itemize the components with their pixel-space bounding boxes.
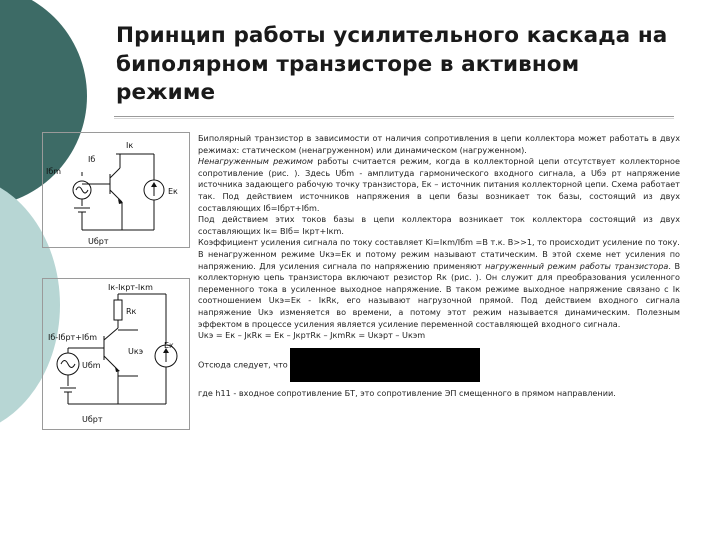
term-unloaded-mode: Ненагруженным режимом (198, 156, 313, 167)
paragraph-current-gain: Коэффициент усиления сигнала по току составляет Ki=Iкm/Iбm =B т.к. B>>1, то происходит усиление по току. (198, 237, 680, 248)
label-uke: Uкэ (128, 347, 144, 356)
conclusion-lead: Отсюда следует, что (198, 359, 288, 370)
paragraph-intro: Биполярный транзистор в зависимости от наличия сопротивления в цепи коллектора может работать в двух режимах: статическом (ненагруженном) или динамическом (нагруженном). (198, 133, 680, 155)
label-ubrt: Uбрт (88, 237, 109, 246)
loaded-mode-description: . В коллекторную цепь транзистора включают резистор Rк (рис. ). Он служит для преобразования усиленного переменного тока в усиленное выходное напряжение. В таком режиме выходное напряжение связано с Iк соотношением Uкэ=Eк - IкRк, его называют нагрузочной прямой. Под действием входного сигнала напряжение Uкэ изменяется во времени, а потому этот режим называется динамическим. Полезным эффектом в процессе усиления является усиление переменной составляющей входного сигнала. (198, 260, 681, 329)
label-ek-2: Eк (164, 341, 174, 350)
paragraph-collector-current: Под действием этих токов базы в цепи коллектора возникает ток коллектора состоящий из двух составляющих Iк= BIб= Iкрт+Iкm. (198, 214, 680, 236)
label-ek: Eк (168, 187, 178, 196)
term-loaded-mode: нагруженный режим работы транзистора (485, 260, 669, 271)
body-text (198, 133, 680, 399)
label-ubm: Uбm (82, 361, 101, 370)
unloaded-mode-description: работы считается режим, когда в коллекторной цепи отсутствует коллекторное сопротивление (рис. ). Здесь Uбm - амплитуда гармонического входного сигнала, а Uбэ рт напряжение источника задающего рабочую точку транзистора, Ек – источник питания коллекторной цепи. Схема работает так. Под действием источников напряжения в цепи базы возникает ток базы, состоящий из двух составляющих Iб=Iбрт+Iбm. (198, 156, 680, 213)
label-ibm: Iбm (46, 167, 62, 176)
paragraph-conclusion (198, 348, 680, 382)
slide-title: Принцип работы усилительного каскада на биполярном транзисторе в активном режиме (116, 23, 668, 105)
label-rk: Rк (126, 307, 137, 316)
label-ib-sum: Iб-Iбрт+Iбm (48, 333, 97, 342)
formula-image (290, 348, 480, 382)
title-divider-shadow (114, 118, 674, 119)
paragraph-loaded-mode (198, 249, 680, 330)
label-ik: Iк (126, 141, 134, 150)
circuit-diagram-unloaded (42, 132, 190, 248)
label-ik-sum: Iк-Iкрт-Iкm (108, 283, 153, 292)
circuit-diagram-loaded (42, 278, 190, 430)
loaded-mode-intro: В ненагруженном режиме Uкэ=Eк и потому режим называют статическим. В этой схеме нет усиления по напряжению. Для усиления сигнала по напряжению применяют (198, 248, 680, 271)
paragraph-unloaded-mode (198, 156, 680, 214)
equation-uke: Uкэ = Eк – JкRк = Eк – JкртRк – JкmRк = Uкэрт – Uкэm (198, 330, 426, 341)
label-ib: Iб (88, 155, 96, 164)
label-ubrt-2: Uбрт (82, 415, 103, 424)
title-divider (114, 116, 674, 117)
paragraph-h11: где h11 - входное сопротивление БТ, это сопротивление ЭП смещенного в прямом направлении. (198, 387, 616, 398)
